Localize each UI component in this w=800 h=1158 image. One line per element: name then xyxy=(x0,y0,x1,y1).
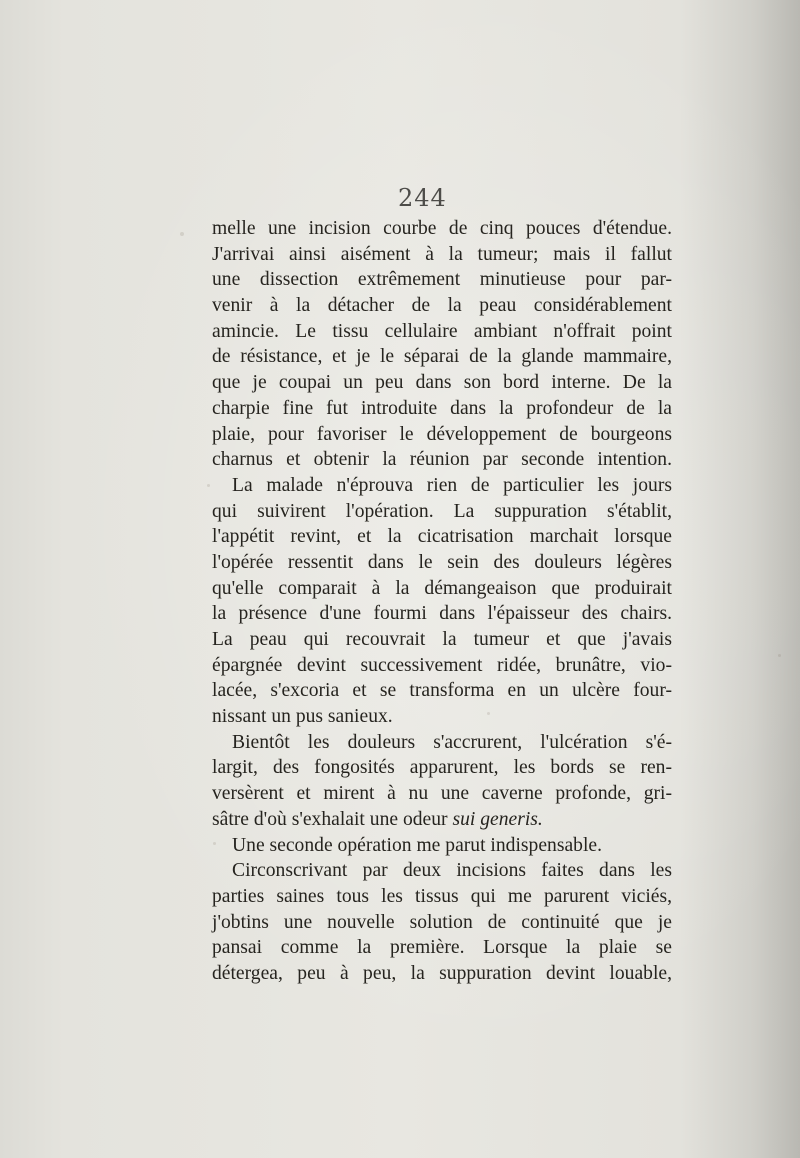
text-line: qui suivirent l'opération. La suppuration s'établit, xyxy=(212,500,672,522)
text-line: La peau qui recouvrait la tumeur et que j'avais xyxy=(212,629,672,650)
text-line: j'obtins une nouvelle solution de continuité que je xyxy=(212,911,672,933)
text-line: charpie fine fut introduite dans la profondeur de la xyxy=(212,397,672,419)
body-text xyxy=(212,216,672,987)
text-line: versèrent et mirent à nu une caverne profonde, gri- xyxy=(212,783,672,805)
text-line: lacée, s'excoria et se transforma en un ulcère four- xyxy=(212,680,672,702)
text-fragment: sâtre d'où s'exhalait une odeur xyxy=(212,808,453,830)
text-line: détergea, peu à peu, la suppuration devint louable, xyxy=(212,962,672,984)
text-line: qu'elle comparait à la démangeaison que produirait xyxy=(212,577,672,599)
paper-spot xyxy=(778,654,781,657)
text-line: La malade n'éprouva rien de particulier les jours xyxy=(232,474,672,496)
text-line: Une seconde opération me parut indispensable. xyxy=(232,834,602,856)
italic-phrase: sui generis. xyxy=(452,808,543,830)
text-line: Bientôt les douleurs s'accrurent, l'ulcération s'é- xyxy=(232,731,672,753)
text-line: parties saines tous les tissus qui me parurent viciés, xyxy=(212,885,672,907)
text-line: l'appétit revint, et la cicatrisation marchait lorsque xyxy=(212,526,672,548)
text-line: l'opérée ressentit dans le sein des douleurs légères xyxy=(212,551,672,573)
text-line: que je coupai un peu dans son bord interne. De la xyxy=(212,372,672,394)
text-line: amincie. Le tissu cellulaire ambiant n'offrait point xyxy=(212,320,672,342)
page-number: 244 xyxy=(398,184,447,212)
text-line: une dissection extrêmement minutieuse pour par- xyxy=(212,269,672,291)
text-line: pansai comme la première. Lorsque la plaie se xyxy=(212,937,672,959)
text-line: de résistance, et je le séparai de la glande mammaire, xyxy=(212,346,672,368)
text-line: melle une incision courbe de cinq pouces d'étendue. xyxy=(212,218,672,239)
text-line: Circonscrivant par deux incisions faites dans les xyxy=(232,860,672,882)
text-line: épargnée devint successivement ridée, brunâtre, vio- xyxy=(212,654,672,676)
text-line-with-italic xyxy=(212,807,672,833)
text-line: J'arrivai ainsi aisément à la tumeur; mais il fallut xyxy=(212,243,672,265)
text-line: largit, des fongosités apparurent, les bords se ren- xyxy=(212,757,672,779)
paper-spot xyxy=(207,484,210,487)
text-line: nissant un pus sanieux. xyxy=(212,706,393,728)
text-line: plaie, pour favoriser le développement de bourgeons xyxy=(212,423,672,445)
paper-spot xyxy=(180,232,184,236)
text-line: la présence d'une fourmi dans l'épaisseur des chairs. xyxy=(212,603,672,625)
text-line: charnus et obtenir la réunion par seconde intention. xyxy=(212,449,672,471)
text-line: venir à la détacher de la peau considérablement xyxy=(212,295,672,317)
